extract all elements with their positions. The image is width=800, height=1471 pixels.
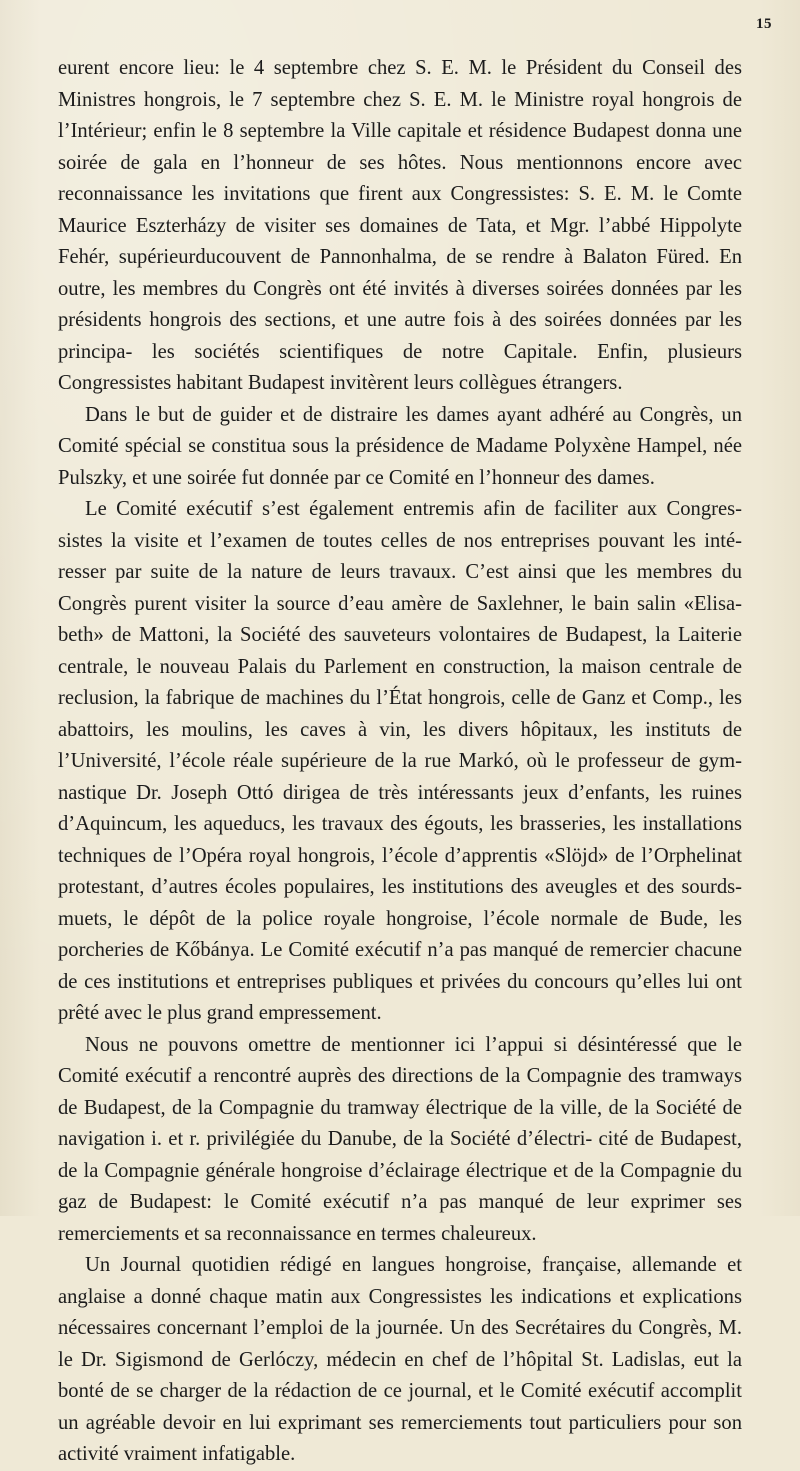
paragraph-ladies-committee: Dans le but de guider et de distraire les dames ayant adhéré au Congrès, un Comité spécial se constitua sous la présidence de Madame Polyxène Hampel, née Pulszky, et une soirée fut donnée par ce Comité en l’honneur des dames. [58,403,742,489]
paragraph-transport-thanks: Nous ne pouvons omettre de mentionner ici l’appui si désintéressé que le Comité exécutif a rencontré auprès des directions de la Compagnie des tramways de Budapest, de la Compagnie du tramway électrique de la ville, de la Société de navigation i. et r. privilégiée du Danube, de la Société d’électri- cité de Budapest, de la Compagnie générale hongroise d’éclairage électrique et de la Compagnie du gaz de Budapest: le Comité exécutif n’a pas manqué de leur exprimer ses remerciements et sa reconnaissance en termes chaleureux. [58,1033,742,1245]
paragraph-daily-journal: Un Journal quotidien rédigé en langues hongroise, française, allemande et anglaise a donné chaque matin aux Congressistes les indications et explications nécessaires concernant l’emploi de la journée. Un des Secrétaires du Congrès, M. le Dr. Sigismond de Gerlóczy, médecin en chef de l’hôpital St. Ladislas, eut la bonté de se charger de la rédaction de ce journal, et le Comité exécutif accomplit un agréable devoir en lui exprimant ses remerciements tout particuliers pour son activité vraiment infatigable. [58,1254,742,1465]
paragraph-site-visits: Le Comité exécutif s’est également entremis afin de faciliter aux Congres- sistes la visite et l’examen de toutes celles de nos entreprises pouvant les inté- resser par suite de la nature de leurs travaux. C’est ainsi que les membres du Congrès purent visiter la source d’eau amère de Saxlehner, le bain salin «Elisa- beth» de Mattoni, la Société des sauveteurs volontaires de Budapest, la Laiterie centrale, le nouveau Palais du Parlement en construction, la maison centrale de reclusion, la fabrique de machines du l’État hongrois, celle de Ganz et Comp., les abattoirs, les moulins, les caves à vin, les divers hôpitaux, les instituts de l’Université, l’école réale supérieure de la rue Markó, où le professeur de gym- nastique Dr. Joseph Ottó dirigea de très intéressants jeux d’enfants, les ruines d’Aquincum, les aqueducs, les travaux des égouts, les brasseries, les installations techniques de l’Opéra royal hongrois, l’école d’apprentis «Slöjd» de l’Orphelinat protestant, d’autres écoles populaires, les institutions des aveugles et des sourds- muets, le dépôt de la police royale hongroise, l’école normale de Bude, les porcheries de Kőbánya. Le Comité exécutif n’a pas manqué de remercier chacune de ces institutions et entreprises publiques et privées du concours qu’elles lui ont prêté avec le plus grand empressement. [58,498,742,1024]
paragraph-continued-receptions: eurent encore lieu: le 4 septembre chez S. E. M. le Président du Conseil des Ministres hongrois, le 7 septembre chez S. E. M. le Ministre royal hongrois de l’Intérieur; enfin le 8 septembre la Ville capitale et résidence Budapest donna une soirée de gala en l’honneur de ses hôtes. Nous mentionnons encore avec reconnaissance les invitations que firent aux Congressistes: S. E. M. le Comte Maurice Eszterházy de visiter ses domaines de Tata, et Mgr. l’abbé Hippolyte Fehér, supérieurducouvent de Pannonhalma, de se rendre à Balaton Füred. En outre, les membres du Congrès ont été invités à diverses soirées données par les présidents hongrois des sections, et une autre fois à des soirées données par les principa- les sociétés scientifiques de notre Capitale. Enfin, plusieurs Congressistes habitant Budapest invitèrent leurs collègues étrangers. [58,57,742,394]
page-number: 15 [756,16,772,32]
body-text [58,53,742,1471]
